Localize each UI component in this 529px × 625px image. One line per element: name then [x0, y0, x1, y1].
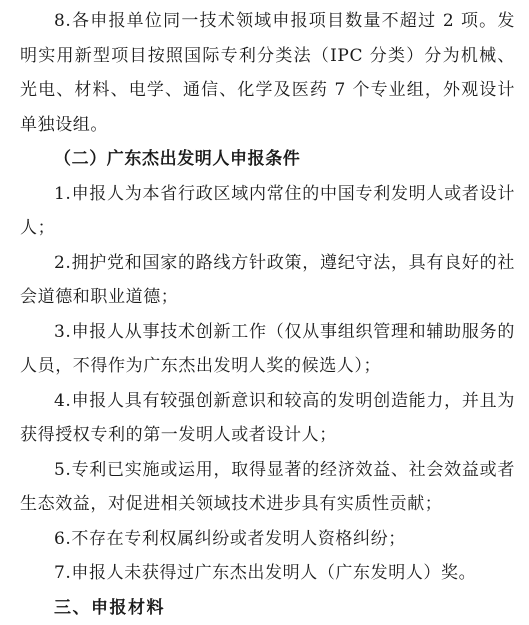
section-heading-materials: 三、申报材料	[20, 591, 515, 625]
condition-item-1: 1.申报人为本省行政区域内常住的中国专利发明人或者设计人；	[20, 177, 515, 246]
condition-item-4: 4.申报人具有较强创新意识和较高的发明创造能力，并且为获得授权专利的第一发明人或者设计人；	[20, 384, 515, 453]
condition-item-2: 2.拥护党和国家的路线方针政策，遵纪守法，具有良好的社会道德和职业道德；	[20, 246, 515, 315]
condition-item-7: 7.申报人未获得过广东杰出发明人（广东发明人）奖。	[20, 556, 515, 591]
condition-item-6: 6.不存在专利权属纠纷或者发明人资格纠纷；	[20, 522, 515, 557]
section-heading-inventor-conditions: （二）广东杰出发明人申报条件	[20, 142, 515, 177]
paragraph-item-8: 8.各申报单位同一技术领域申报项目数量不超过 2 项。发明实用新型项目按照国际专利分类法（IPC 分类）分为机械、光电、材料、电学、通信、化学及医药 7 个专业组，外观设计单独设组。	[20, 4, 515, 142]
condition-item-3: 3.申报人从事技术创新工作（仅从事组织管理和辅助服务的人员，不得作为广东杰出发明人奖的候选人）；	[20, 315, 515, 384]
condition-item-5: 5.专利已实施或运用，取得显著的经济效益、社会效益或者生态效益，对促进相关领域技术进步具有实质性贡献；	[20, 453, 515, 522]
